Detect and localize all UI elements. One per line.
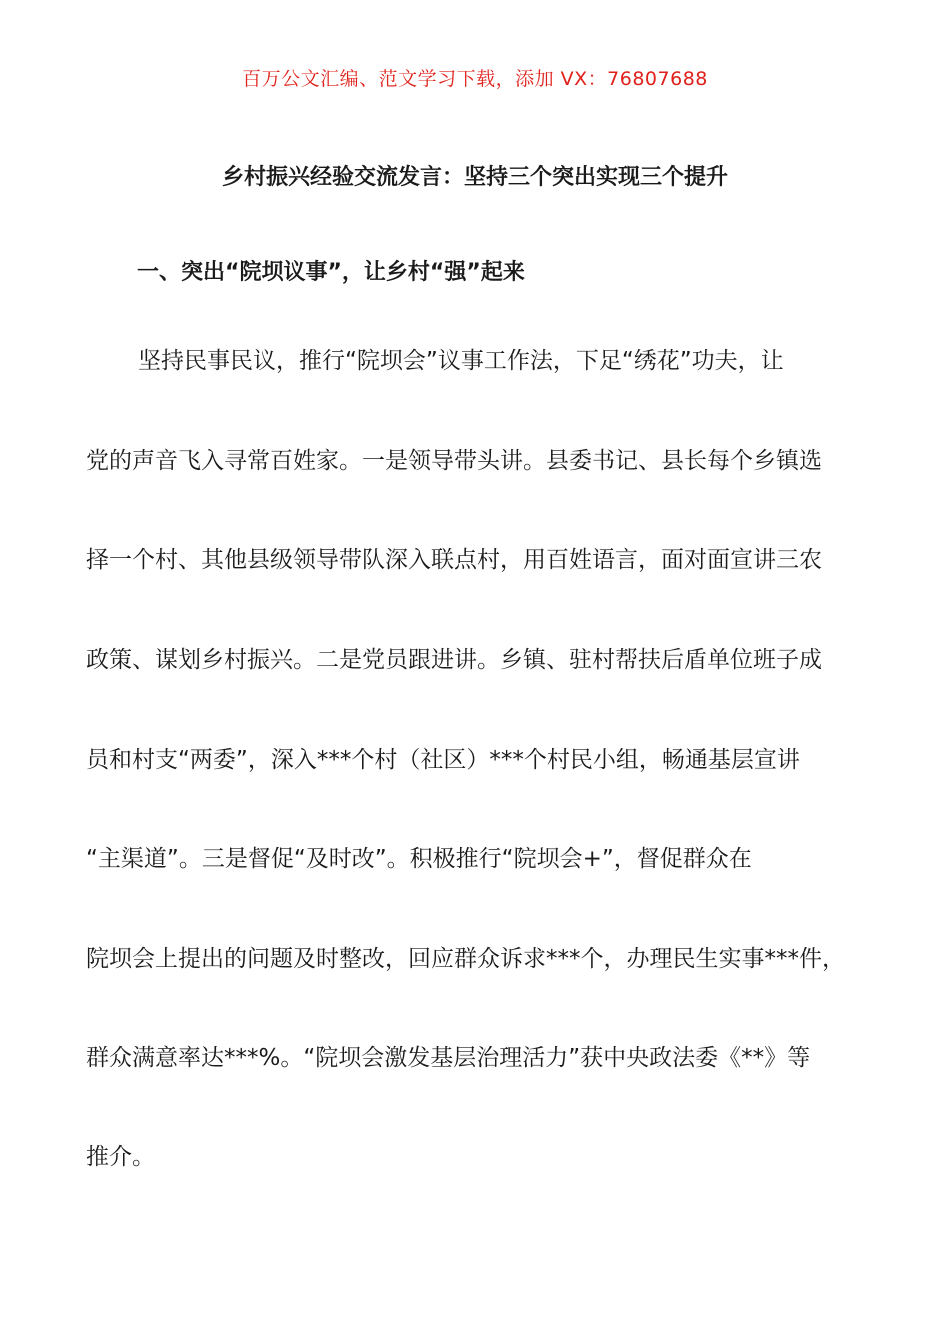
- paragraph-line: 院坝会上提出的问题及时整改，回应群众诉求***个，办理民生实事***件，: [86, 946, 845, 972]
- paragraph-line: 群众满意率达***%。“院坝会激发基层治理活力”获中央政法委《**》等: [86, 1045, 811, 1071]
- paragraph-line: 员和村支“两委”，深入***个村（社区）***个村民小组，畅通基层宣讲: [86, 747, 800, 773]
- paragraph-line: 推介。: [86, 1144, 155, 1170]
- document-title: 乡村振兴经验交流发言：坚持三个突出实现三个提升: [221, 165, 728, 190]
- paragraph-line: 择一个村、其他县级领导带队深入联点村，用百姓语言，面对面宣讲三农: [86, 547, 822, 573]
- header-banner: 百万公文汇编、范文学习下载，添加 VX：76807688: [242, 68, 708, 90]
- section-heading: 一、突出“院坝议事”，让乡村“强”起来: [137, 260, 525, 285]
- paragraph-line: “主渠道”。三是督促“及时改”。积极推行“院坝会+”，督促群众在: [86, 846, 752, 872]
- paragraph-line: 坚持民事民议，推行“院坝会”议事工作法，下足“绣花”功夫，让: [138, 348, 784, 374]
- paragraph-line: 政策、谋划乡村振兴。二是党员跟进讲。乡镇、驻村帮扶后盾单位班子成: [86, 647, 822, 673]
- paragraph-line: 党的声音飞入寻常百姓家。一是领导带头讲。县委书记、县长每个乡镇选: [86, 448, 822, 474]
